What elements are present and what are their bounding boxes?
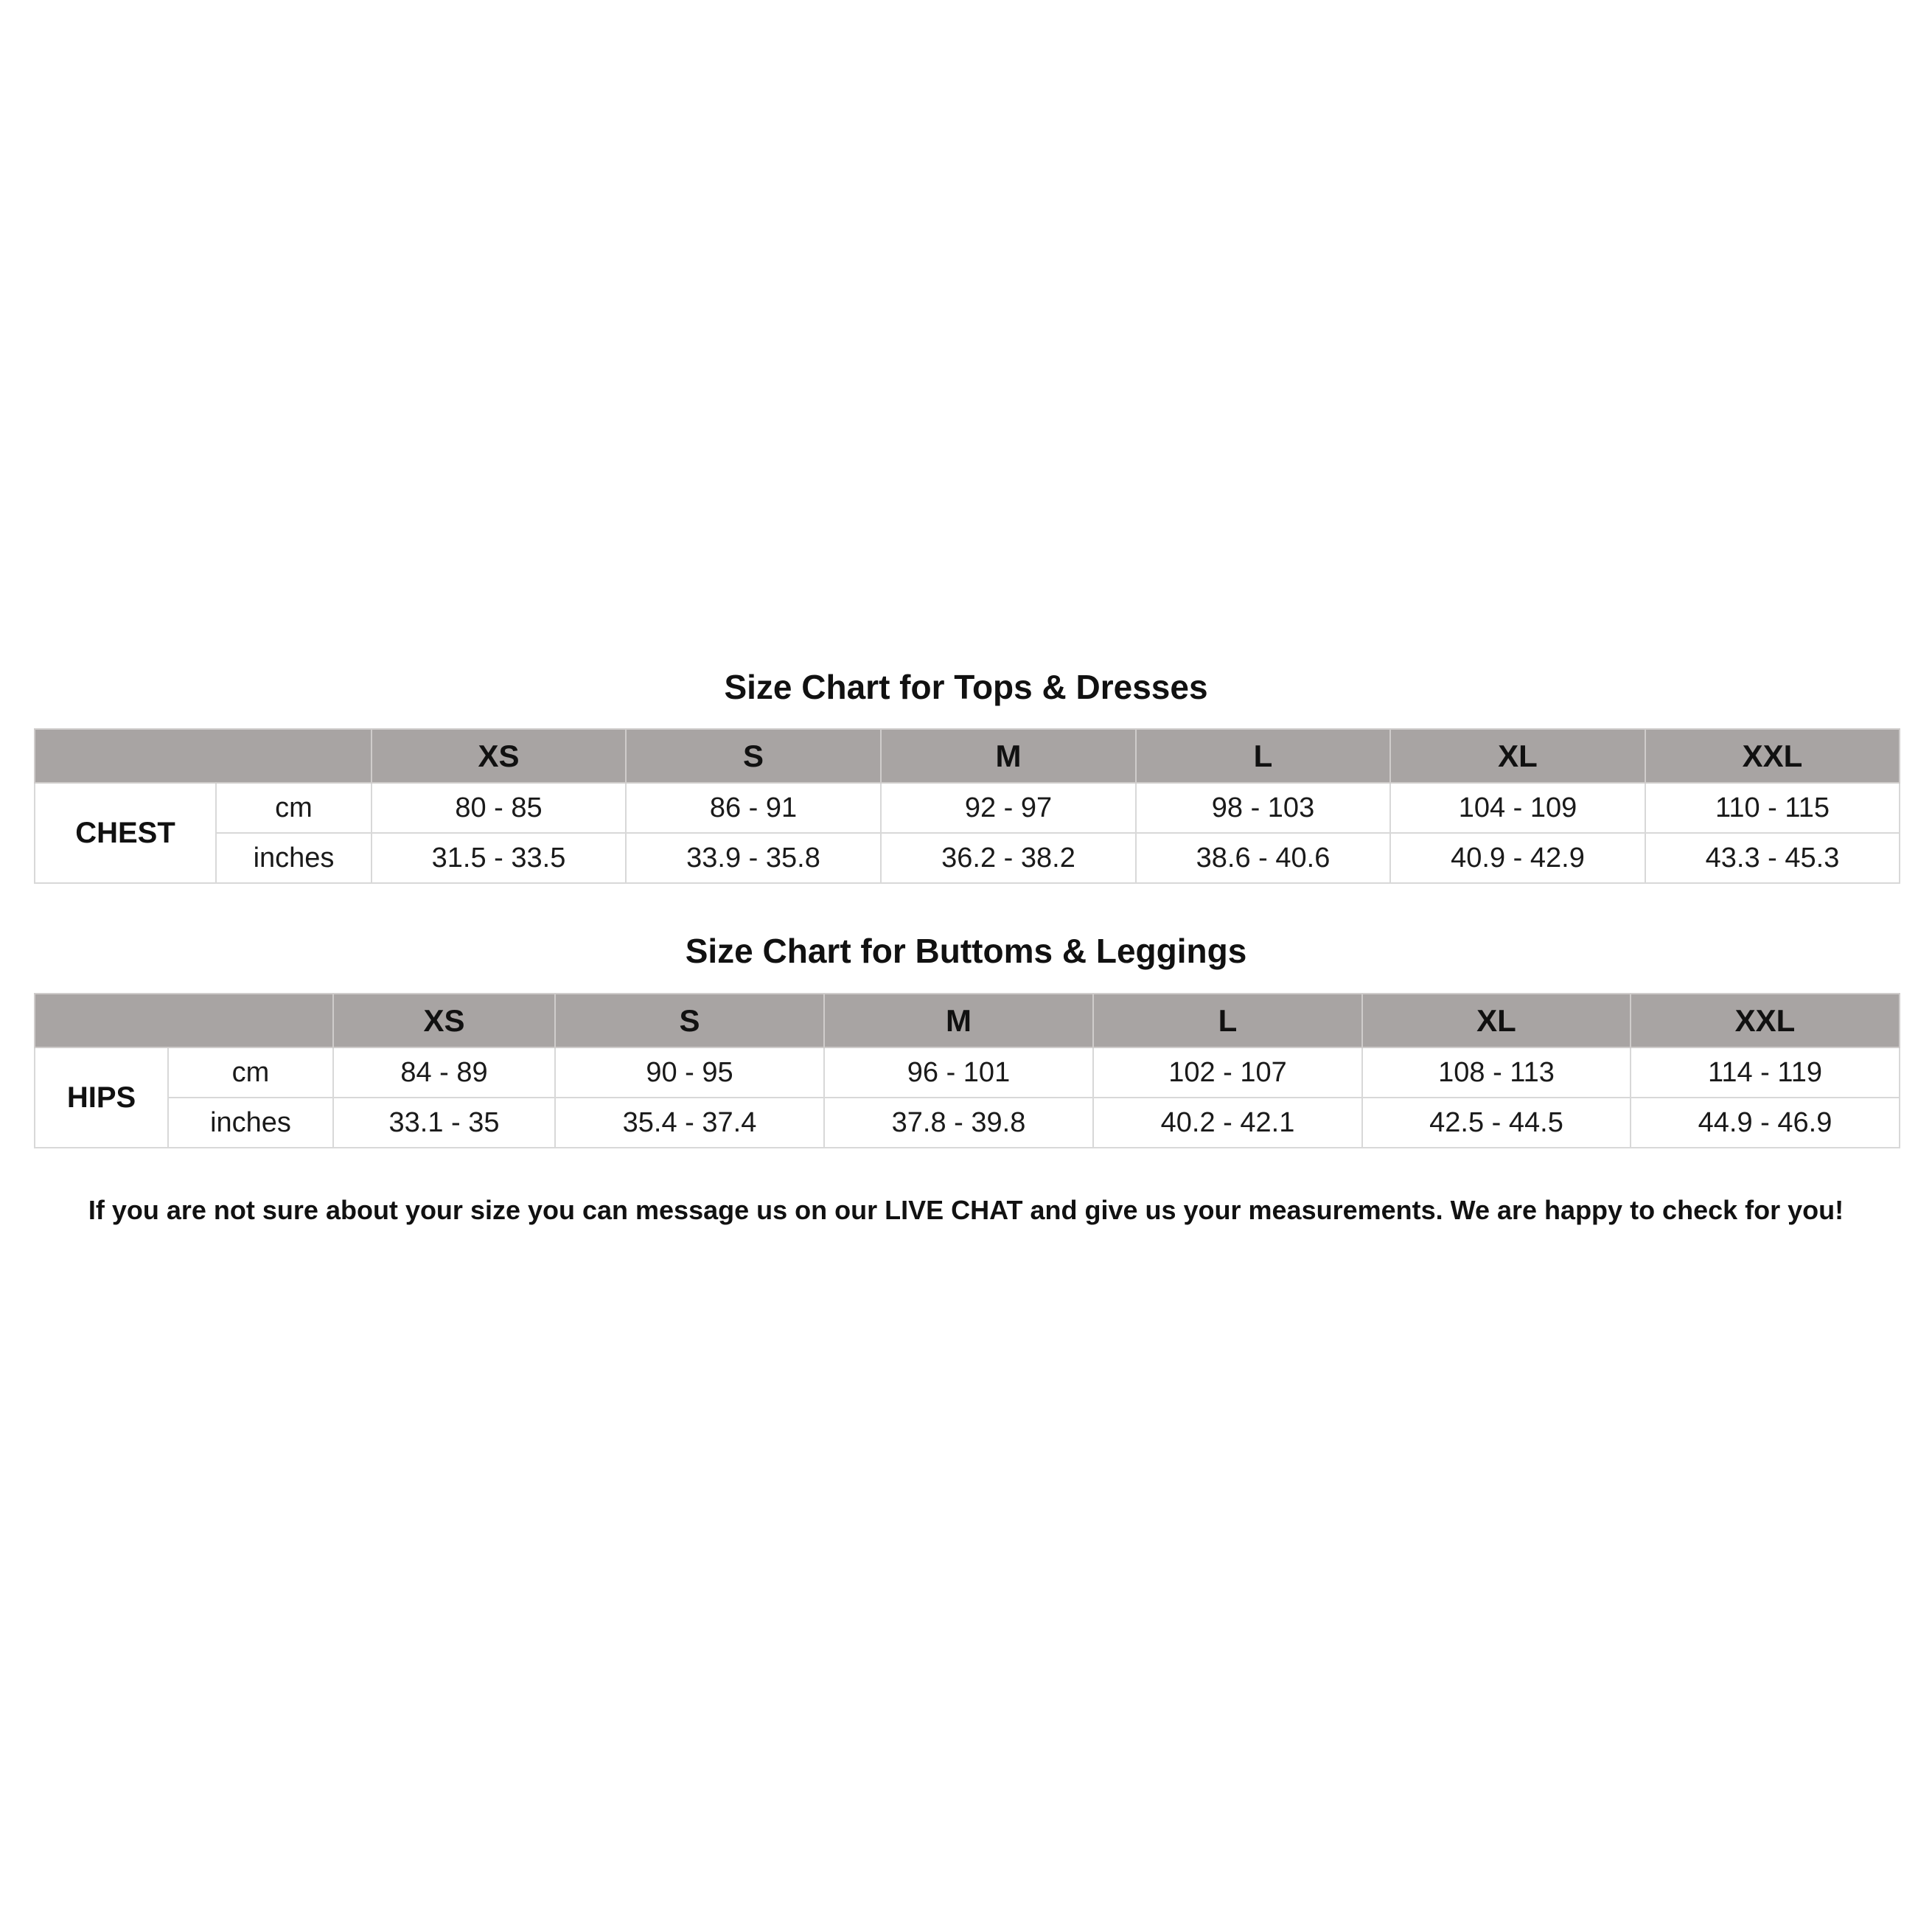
tops-chart-title: Size Chart for Tops & Dresses: [724, 668, 1208, 706]
size-header: L: [1093, 994, 1362, 1047]
table-row: [35, 833, 1900, 883]
size-value: 40.9 - 42.9: [1390, 833, 1645, 883]
size-value: 96 - 101: [824, 1047, 1093, 1098]
measure-label: HIPS: [35, 1047, 168, 1148]
size-value: 86 - 91: [626, 783, 881, 833]
size-header: S: [555, 994, 824, 1047]
size-header: XXL: [1631, 994, 1900, 1047]
tops-size-table: [34, 728, 1900, 884]
size-value: 43.3 - 45.3: [1645, 833, 1900, 883]
size-value: 90 - 95: [555, 1047, 824, 1098]
table-row: [35, 783, 1900, 833]
size-value: 33.1 - 35: [333, 1098, 555, 1148]
size-value: 42.5 - 44.5: [1362, 1098, 1631, 1148]
size-header: M: [824, 994, 1093, 1047]
header-blank-cell: [35, 994, 333, 1047]
size-value: 80 - 85: [372, 783, 626, 833]
table-row: [35, 1098, 1900, 1148]
size-value: 33.9 - 35.8: [626, 833, 881, 883]
size-value: 98 - 103: [1136, 783, 1390, 833]
unit-label: inches: [168, 1098, 333, 1148]
size-value: 104 - 109: [1390, 783, 1645, 833]
size-header: M: [881, 729, 1136, 783]
tops-header-row: [35, 729, 1900, 783]
size-header: S: [626, 729, 881, 783]
table-row: [35, 1047, 1900, 1098]
size-value: 92 - 97: [881, 783, 1136, 833]
unit-label: inches: [216, 833, 372, 883]
size-value: 114 - 119: [1631, 1047, 1900, 1098]
size-header: XXL: [1645, 729, 1900, 783]
size-value: 44.9 - 46.9: [1631, 1098, 1900, 1148]
bottoms-chart-title: Size Chart for Buttoms & Leggings: [685, 932, 1247, 970]
size-value: 37.8 - 39.8: [824, 1098, 1093, 1148]
size-value: 110 - 115: [1645, 783, 1900, 833]
size-value: 36.2 - 38.2: [881, 833, 1136, 883]
size-value: 108 - 113: [1362, 1047, 1631, 1098]
unit-label: cm: [168, 1047, 333, 1098]
size-value: 84 - 89: [333, 1047, 555, 1098]
size-value: 35.4 - 37.4: [555, 1098, 824, 1148]
size-header: XL: [1362, 994, 1631, 1047]
size-value: 102 - 107: [1093, 1047, 1362, 1098]
bottoms-size-table: [34, 993, 1900, 1148]
size-value: 40.2 - 42.1: [1093, 1098, 1362, 1148]
size-header: XS: [333, 994, 555, 1047]
header-blank-cell: [35, 729, 372, 783]
bottoms-header-row: [35, 994, 1900, 1047]
size-help-note: If you are not sure about your size you can message us on our LIVE CHAT and give us your measurements. We are happy to check for you!: [88, 1195, 1844, 1225]
size-header: XL: [1390, 729, 1645, 783]
unit-label: cm: [216, 783, 372, 833]
size-header: XS: [372, 729, 626, 783]
size-header: L: [1136, 729, 1390, 783]
size-value: 31.5 - 33.5: [372, 833, 626, 883]
measure-label: CHEST: [35, 783, 216, 883]
size-value: 38.6 - 40.6: [1136, 833, 1390, 883]
